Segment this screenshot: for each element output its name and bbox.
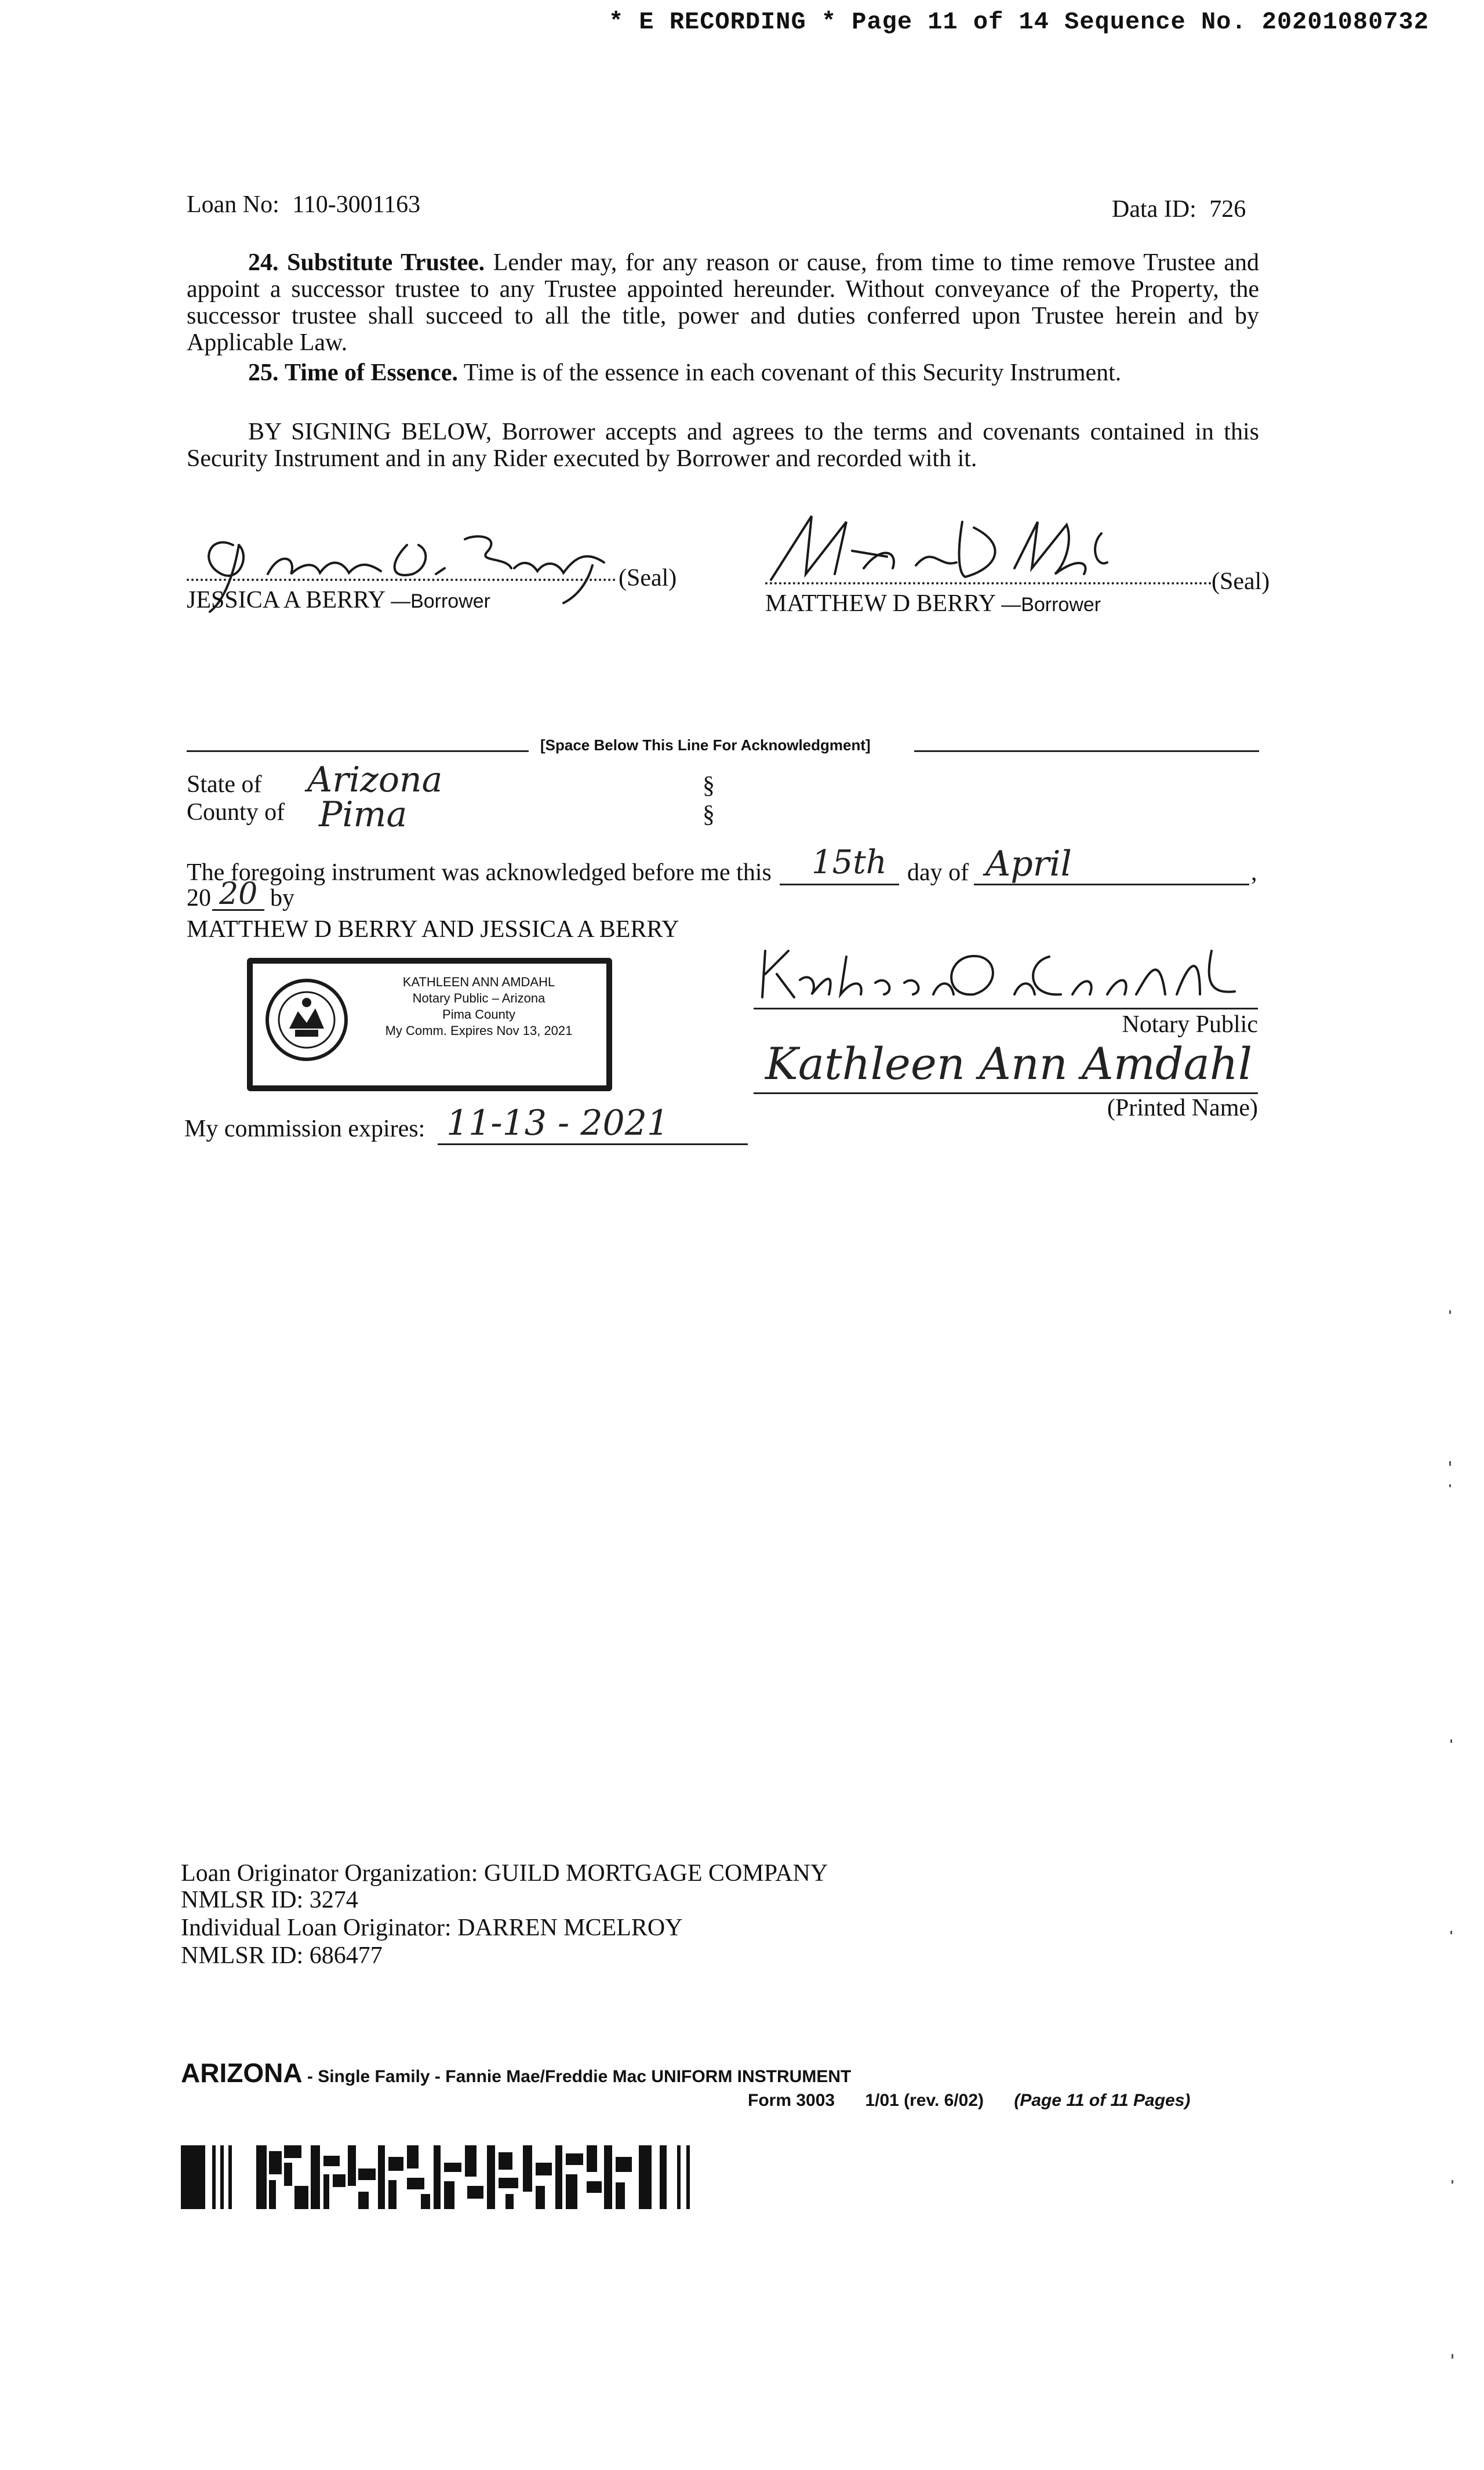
printed-name-line [754,1092,1258,1094]
printed-name-handwritten: Kathleen Ann Amdahl [765,1038,1253,1089]
state-section-symbol: § [703,772,715,799]
day-of-label: day of [907,859,969,886]
footer-form: Form 3003 [748,2091,835,2110]
barcode-icon [181,2145,761,2209]
footer-instrument-line [181,2057,851,2088]
commission-blank [438,1143,748,1145]
borrower-1-seal: (Seal) [619,565,677,591]
section-24-number: 24. [248,249,279,276]
borrower-2-name-line [765,590,1101,618]
data-id-label: Data ID: [1112,196,1196,223]
loan-number-label: Loan No: [187,191,279,218]
state-seal-icon [263,976,350,1063]
loan-number: 110-3001163 [292,191,421,218]
notary-stamp [247,958,612,1091]
originator-individual-line [181,1915,683,1941]
printed-name-block [754,1038,1264,1125]
borrower-1-signature-block [187,510,679,626]
recording-header: * E RECORDING * Page 11 of 14 Sequence No. 20201080732 [609,8,1430,36]
footer-state: ARIZONA [181,2058,303,2088]
month-value: April [985,844,1072,884]
originator-individual-value: DARREN MCELROY [457,1915,683,1941]
data-id-line [1112,196,1246,223]
notary-signature-line [754,1008,1258,1009]
borrower-2-name: MATTHEW D BERRY [765,590,995,617]
section-24-heading: Substitute Trustee. [287,249,485,276]
originator-individual-label: Individual Loan Originator: [181,1915,452,1941]
year-by: by [270,885,294,911]
section-25-number: 25. [248,359,279,386]
divider-line-left [187,750,529,752]
originator-individual-nmlsr: 686477 [309,1942,383,1969]
acknowledgment-divider [187,736,1259,760]
county-label: County of [187,799,285,826]
borrower-1-name: JESSICA A BERRY [187,587,385,613]
originator-org-nmlsr-label: NMLSR ID: [181,1887,304,1913]
originator-org-value: GUILD MORTGAGE COMPANY [483,1860,828,1887]
borrower-2-seal: (Seal) [1212,568,1270,595]
notary-signature-block [754,939,1264,1038]
footer-page: (Page 11 of 11 Pages) [1014,2091,1191,2110]
day-value: 15th [812,844,887,881]
borrower-2-role: —Borrower [1001,594,1101,616]
borrower-2-signature-block [765,510,1275,626]
section-25-text: Time is of the essence in each covenant of this Security Instrument. [463,359,1122,386]
originator-org-nmlsr: 3274 [309,1887,358,1913]
borrower-1-name-line [187,587,490,615]
loan-number-line [187,191,420,218]
originator-org-label: Loan Originator Organization: [181,1860,478,1887]
notary-public-label: Notary Public [1122,1011,1258,1038]
signing-statement: BY SIGNING BELOW, Borrower accepts and agrees to the terms and covenants contained in this Security Instrument and in any Rider executed by Borrower and recorded with it. [187,419,1259,472]
data-id: 726 [1209,196,1246,223]
state-value: Arizona [307,760,443,800]
footer-instrument: Fannie Mae/Freddie Mac UNIFORM INSTRUMENT [445,2067,852,2086]
borrower-2-signature-line [765,582,1212,584]
scan-specks [1443,1310,1467,2470]
section-24 [187,249,1259,356]
footer-rev: 1/01 (rev. 6/02) [865,2091,984,2110]
county-value: Pima [319,794,408,835]
borrower-1-signature-line [187,579,616,581]
notary-stamp-text [363,974,595,1039]
state-label: State of [187,771,262,798]
originator-org-nmlsr-line [181,1887,358,1913]
year-value: 20 [219,877,258,911]
notary-stamp-county: Pima County [442,1007,515,1022]
footer-form-line [748,2091,1190,2111]
commission-label: My commission expires: [184,1116,425,1142]
month-comma: , [1251,859,1257,886]
originator-individual-nmlsr-line [181,1942,383,1969]
divider-label: [Space Below This Line For Acknowledgment] [540,736,871,754]
printed-name-label: (Printed Name) [1107,1095,1258,1121]
commission-value: 11-13 - 2021 [446,1103,670,1143]
section-25-heading: Time of Essence. [285,359,459,386]
originator-individual-nmlsr-label: NMLSR ID: [181,1942,304,1969]
county-section-symbol: § [703,801,715,828]
borrower-1-role: —Borrower [391,590,491,612]
acknowledged-parties: MATTHEW D BERRY AND JESSICA A BERRY [187,916,679,943]
divider-line-right [914,750,1259,752]
footer-description: - Single Family - [302,2067,446,2086]
year-prefix: 20 [187,885,211,911]
section-24-text: Lender may, for any reason or cause, from time to time remove Trustee and appoint a successor trustee to any Trustee appointed hereunder. Without conveyance of the Property, the successor trustee shall succeed to all the title, power and duties conferred upon Trustee herein and by Applicable Law. [187,249,1260,356]
acknowledgment-text: The foregoing instrument was acknowledged before me this [187,859,772,886]
notary-stamp-title: Notary Public – Arizona [412,991,545,1005]
notary-stamp-name: KATHLEEN ANN AMDAHL [402,975,555,989]
section-25 [187,359,1259,386]
originator-org-line [181,1860,828,1887]
notary-stamp-expires: My Comm. Expires Nov 13, 2021 [385,1023,573,1038]
notary-signature [759,939,1258,1009]
